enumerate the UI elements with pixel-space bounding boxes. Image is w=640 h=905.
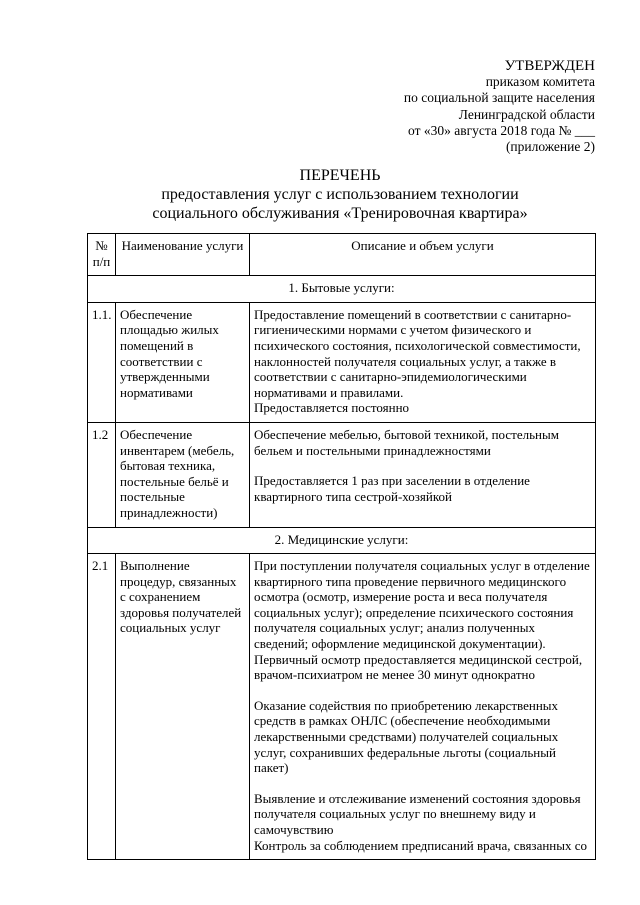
header-num: № п/п [88,234,116,276]
approval-stamp [335,58,595,155]
header-name: Наименование услуги [116,234,250,276]
approval-appendix: (приложение 2) [505,139,595,155]
description-paragraph: Предоставление помещений в соответствии с санитарно-гигиеническими нормами с учетом физического и психического состояния, психологической совместимости, наклонностей получателя социальных услуг, а также в соответствии с санитарно-эпидемиологическими нормативами и правилами. [254,306,581,400]
section-row [88,276,596,303]
section-row [88,527,596,554]
title-subtitle: предоставления услуг с использованием технологии [161,186,519,203]
section-title: 2. Медицинские услуги: [88,527,596,554]
service-name: Обеспечение площадью жилых помещений в соответствии с утвержденными нормативами [116,302,250,422]
row-number: 2.1 [88,554,116,860]
service-description [250,422,596,527]
approval-heading: УТВЕРЖДЕН [504,58,595,74]
approval-line: приказом комитета [485,74,595,90]
service-name: Обеспечение инвентарем (мебель, бытовая техника, постельные бельё и постельные принадлежности) [116,422,250,527]
row-number: 1.2 [88,422,116,527]
approval-line: Ленинградской области [458,106,595,122]
description-paragraph: Оказание содействия по приобретению лекарственных средств в рамках ОНЛС (обеспечение необходимыми лекарственными средствами) получателей социальных услуг, сохранивших федеральные льготы (социальный пакет) [254,697,559,776]
description-paragraph: Контроль за соблюдением предписаний врача, связанных со [254,837,588,853]
description-paragraph: При поступлении получателя социальных услуг в отделение квартирного типа проведение первичного медицинского осмотра (осмотр, измерение роста и веса получателя социальных услуг); определение психического состояния получателя социальных услуг; анализ полученных сведений; оформление медицинской документации). [254,558,590,652]
section-title: 1. Бытовые услуги: [88,276,596,303]
services-table [87,233,596,860]
table-row [88,554,596,860]
table-row [88,422,596,527]
service-name: Выполнение процедур, связанных с сохранением здоровья получателей социальных услуг [116,554,250,860]
approval-line: по социальной защите населения [403,90,595,106]
service-description [250,554,596,860]
table-row [88,302,596,422]
description-paragraph: Выявление и отслеживание изменений состояния здоровья получателя социальных услуг по внешнему виду и самочувствию [254,790,581,837]
table-header-row [88,234,596,276]
title-heading: ПЕРЕЧЕНЬ [299,167,381,184]
approval-date: от «30» августа 2018 года № ___ [408,122,595,138]
document-title [90,166,590,223]
header-desc: Описание и объем услуги [250,234,596,276]
row-number: 1.1. [88,302,116,422]
description-paragraph: Обеспечение мебелью, бытовой техникой, постельным бельем и постельными принадлежностями [254,426,559,458]
title-subtitle: социального обслуживания «Тренировочная квартира» [152,205,528,222]
description-paragraph: Первичный осмотр предоставляется медицинской сестрой, врачом-психиатром не менее 30 минут однократно [254,651,583,683]
description-paragraph: Предоставляется 1 раз при заселении в отделение квартирного типа сестрой-хозяйкой [254,473,530,504]
description-paragraph: Предоставляется постоянно [254,400,410,416]
service-description [250,302,596,422]
